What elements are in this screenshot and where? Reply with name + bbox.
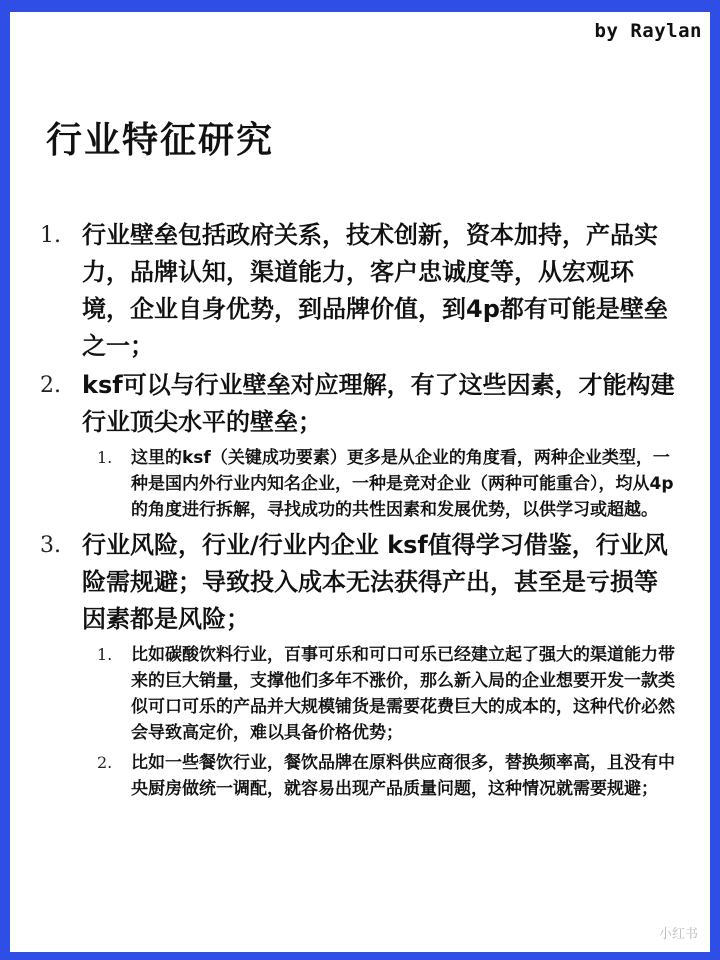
list-item-1 [40, 217, 680, 365]
sub-list-number: 2. [97, 753, 113, 772]
author-byline: by Raylan [594, 20, 702, 42]
page-title: 行业特征研究 [46, 120, 275, 161]
sub-list-item-text: 比如碳酸饮料行业，百事可乐和可口可乐已经建立起了强大的渠道能力带来的巨大销量，支撑他们多年不涨价，那么新入局的企业想要开发一款类似可口可乐的产品并大规模铺货是需要花费巨大的成本的，这种代价必然会导致高定价，难以具备价格优势； [131, 645, 675, 743]
list-item-3 [40, 527, 680, 638]
list-item-text: ksf可以与行业壁垒对应理解，有了这些因素，才能构建行业顶尖水平的壁垒； [82, 371, 675, 436]
list-number: 2. [40, 373, 61, 398]
list-item-2 [40, 367, 680, 441]
list-item-text: 行业风险，行业/行业内企业 ksf值得学习借鉴，行业风险需规避；导致投入成本无法获得产出，甚至是亏损等因素都是风险； [82, 531, 668, 633]
sub-list-item-3-2 [97, 750, 680, 802]
sub-list-item-3-1 [97, 642, 680, 746]
numbered-list [40, 217, 680, 806]
list-item-text: 行业壁垒包括政府关系，技术创新，资本加持，产品实力，品牌认知，渠道能力，客户忠诚度等，从宏观环境，企业自身优势，到品牌价值，到4p都有可能是壁垒之一； [82, 221, 668, 360]
sub-list-item-text: 比如一些餐饮行业，餐饮品牌在原料供应商很多，替换频率高，且没有中央厨房做统一调配，就容易出现产品质量问题，这种情况就需要规避； [131, 753, 675, 799]
sub-list-number: 1. [97, 645, 113, 664]
document-card [10, 12, 710, 952]
sub-list-number: 1. [97, 448, 113, 467]
list-number: 1. [40, 223, 61, 248]
list-number: 3. [40, 533, 61, 558]
sub-list-item-2-1 [97, 445, 680, 523]
sub-list-item-text: 这里的ksf（关键成功要素）更多是从企业的角度看，两种企业类型，一种是国内外行业内知名企业，一种是竞对企业（两种可能重合），均从4p的角度进行拆解，寻找成功的共性因素和发展优势，以供学习或超越。 [131, 448, 674, 520]
watermark: 小红书 [658, 927, 698, 942]
